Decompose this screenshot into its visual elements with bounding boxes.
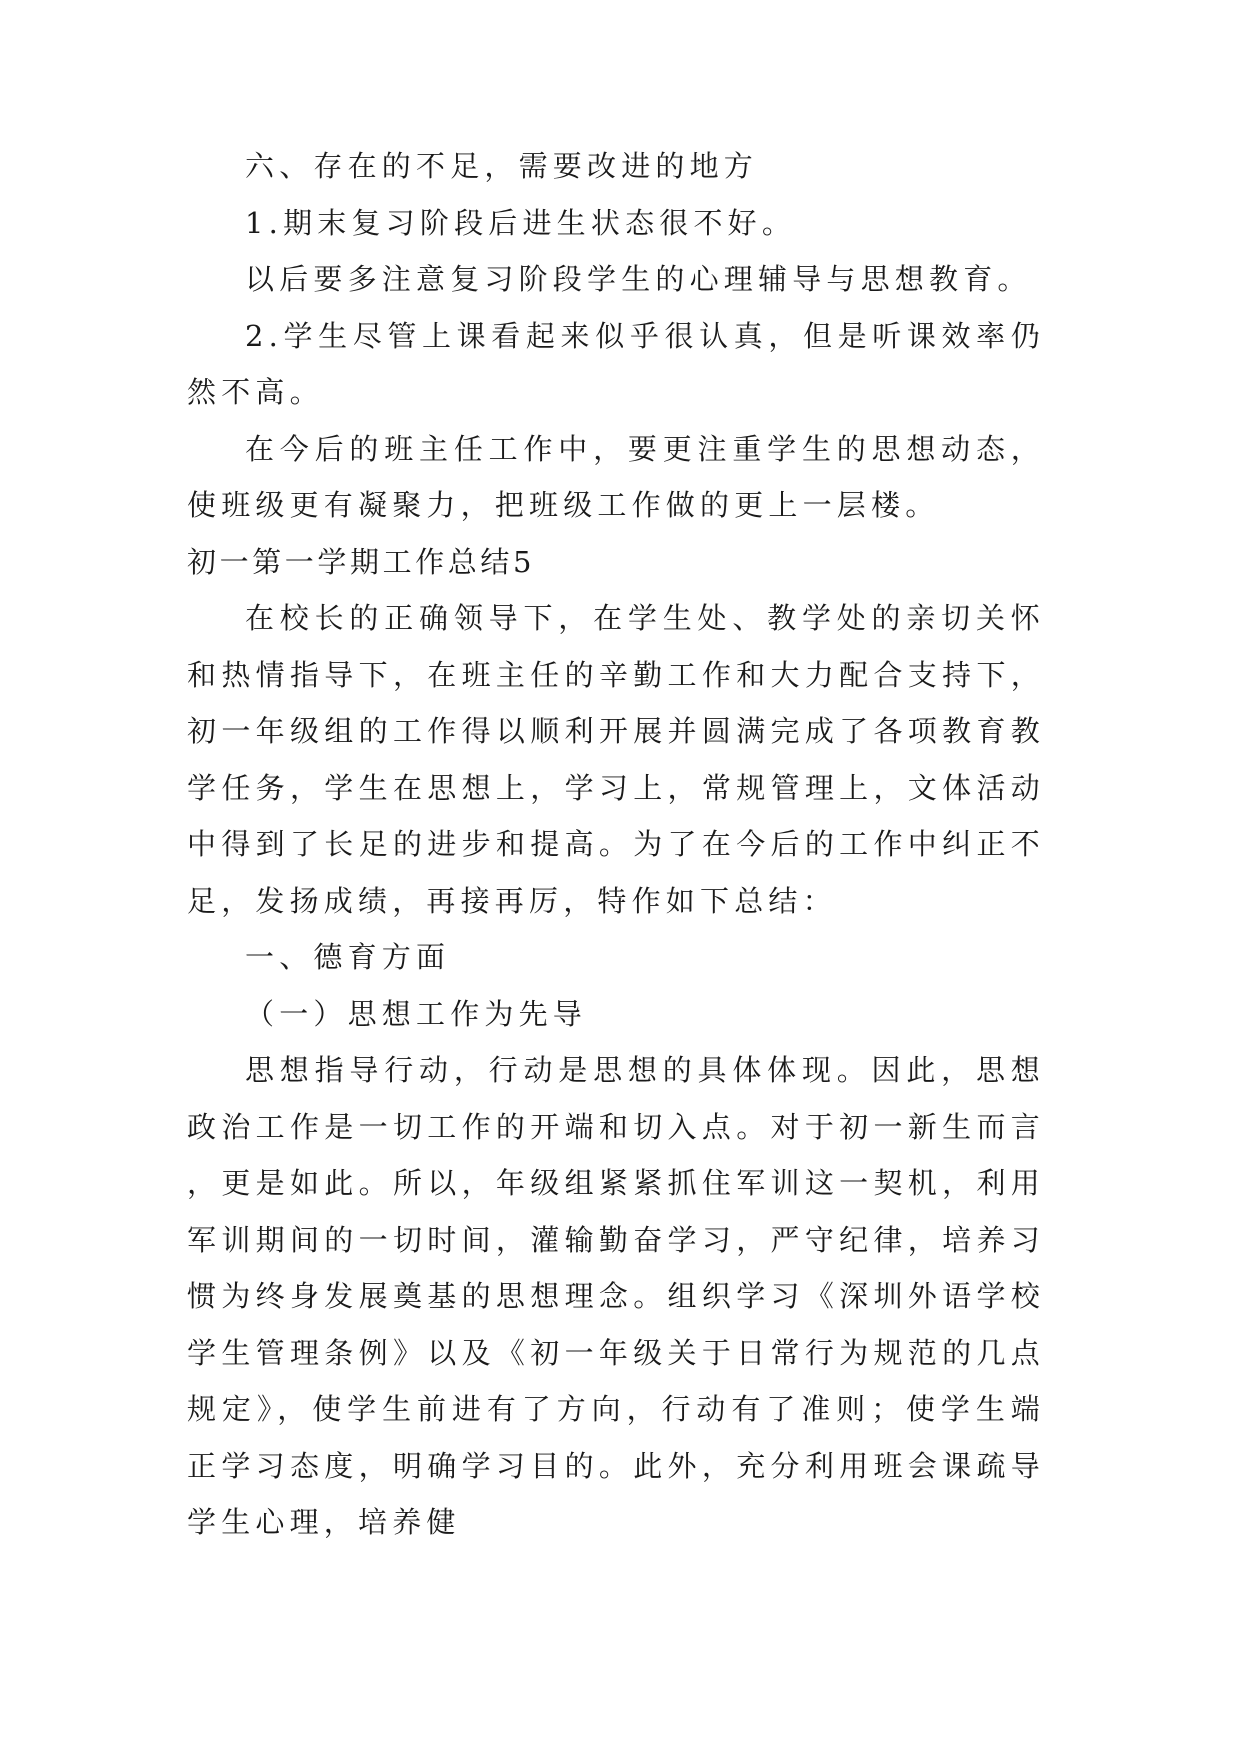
document-body	[187, 138, 1045, 1551]
paragraph-point-1-followup: 以后要多注意复习阶段学生的心理辅导与思想教育。	[245, 262, 1032, 296]
paragraph-moral-education-heading: 一、德育方面	[245, 940, 451, 974]
paragraph-intro: 在校长的正确领导下，在学生处、教学处的亲切关怀和热情指导下，在班主任的辛勤工作和大力配合支持下，初一年级组的工作得以顺利开展并圆满完成了各项教育教学任务，学生在思想上，学习上，常规管理上，文体活动中得到了长足的进步和提高。为了在今后的工作中纠正不足，发扬成绩，再接再厉，特作如下总结：	[187, 601, 1045, 918]
paragraph-point-2: 2.学生尽管上课看起来似乎很认真，但是听课效率仍然不高。	[187, 318, 1045, 409]
section-title: 初一第一学期工作总结5	[187, 544, 536, 579]
paragraph-point-1: 1.期末复习阶段后进生状态很不好。	[245, 205, 797, 240]
paragraph-section-six-heading: 六、存在的不足，需要改进的地方	[245, 149, 759, 183]
paragraph-thought-work-body: 思想指导行动，行动是思想的具体体现。因此，思想政治工作是一切工作的开端和切入点。对于初一新生而言，更是如此。所以，年级组紧紧抓住军训这一契机，利用军训期间的一切时间，灌输勤奋学习，严守纪律，培养习惯为终身发展奠基的思想理念。组织学习《深圳外语学校学生管理条例》以及《初一年级关于日常行为规范的几点规定》，使学生前进有了方向，行动有了准则；使学生端正学习态度，明确学习目的。此外，充分利用班会课疏导学生心理，培养健	[187, 1053, 1045, 1539]
paragraph-subheading-thought-work: （一）思想工作为先导	[245, 996, 588, 1031]
paragraph-future-work: 在今后的班主任工作中，要更注重学生的思想动态，使班级更有凝聚力，把班级工作做的更上一层楼。	[187, 431, 1045, 522]
